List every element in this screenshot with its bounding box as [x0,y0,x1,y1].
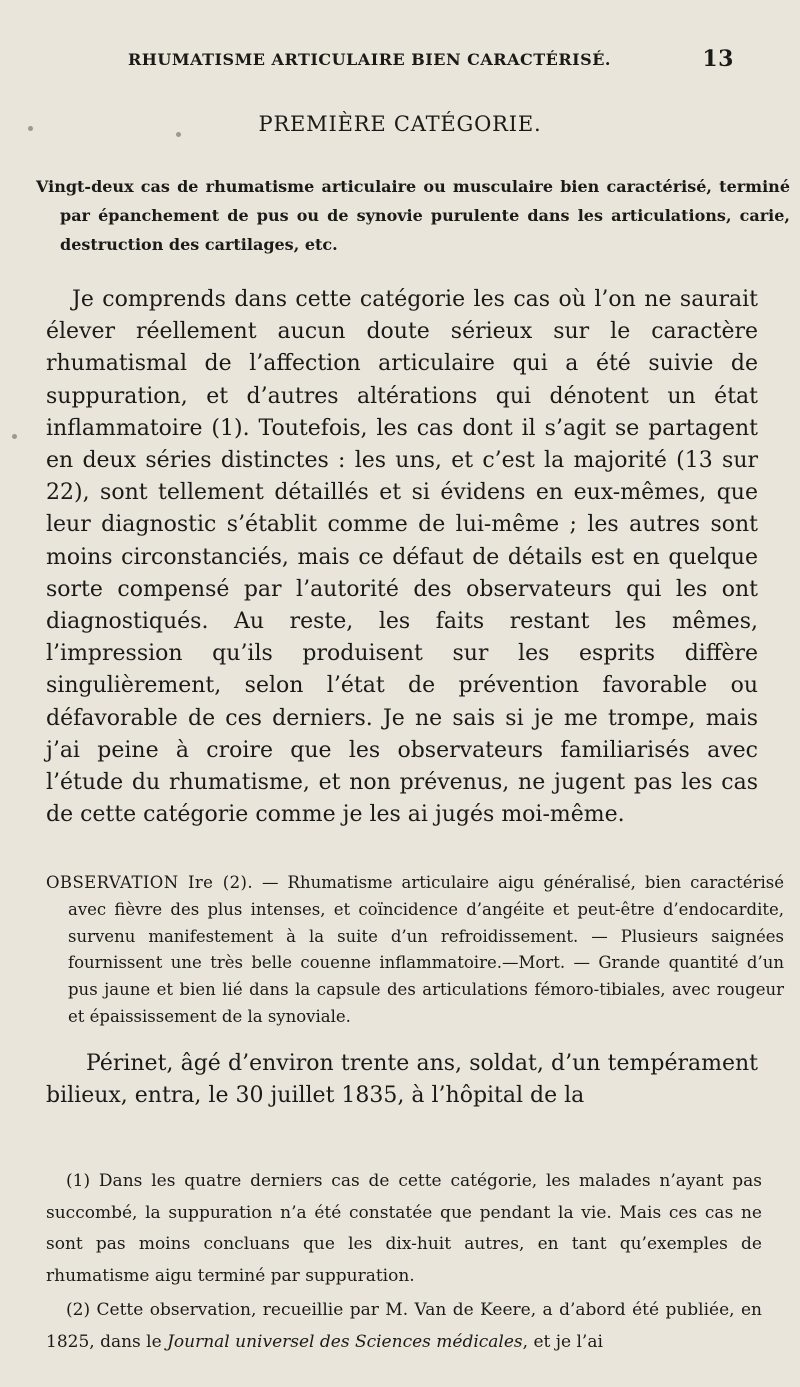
category-summary: Vingt-deux cas de rhumatisme articulaire ou musculaire bien caractérisé, terminé par épanchement de pus ou de synovie purulente dans les articulations, carie, destruction des cartilages, etc. [36,177,790,254]
running-head-title: RHUMATISME ARTICULAIRE BIEN CARACTÉRISÉ. [128,50,611,69]
section-title: PREMIÈRE CATÉGORIE. [258,112,542,136]
paper-speck [28,126,33,131]
paper-speck [12,434,17,439]
body-paragraph-2: Périnet, âgé d’environ trente ans, soldat, d’un tempérament bilieux, entra, le 30 juillet 1835, à l’hôpital de la [46,1051,758,1108]
paper-speck [176,132,181,137]
page-number: 13 [702,46,734,72]
footnote-2-journal-title: Journal universel des Sciences médicales [167,1331,523,1352]
footnote-2-text-start: (2) Cette observation, recueillie par M. Van de Keere, a d’abord été publiée, en 1825, dans le [46,1300,762,1352]
footnotes [46,1166,762,1361]
observation-header [46,870,784,1031]
footnote-2-text-end: , et je l’ai [522,1331,603,1352]
running-head [46,42,762,82]
footnote-2 [46,1295,762,1358]
observation-label: OBSERVATION Ire (2). [46,873,253,892]
body-paragraph-1: Je comprends dans cette catégorie les cas où l’on ne saurait élever réellement aucun doute sérieux sur le caractère rhumatismal de l’affection articulaire qui a été suivie de suppuration, et d’autres altérations qui dénotent un état inflammatoire (1). Toutefois, les cas dont il s’agit se partagent en deux séries distinctes : les uns, et c’est la majorité (13 sur 22), sont tellement détaillés et si évidens en eux-mêmes, que leur diagnostic s’établit comme de lui-même ; les autres sont moins circonstanciés, mais ce défaut de détails est en quelque sorte compensé par l’autorité des observateurs qui les ont diagnostiqués. Au reste, les faits restant les mêmes, l’impression qu’ils produisent sur les esprits diffère singulièrement, selon l’état de prévention favorable ou défavorable de ces derniers. Je ne sais si je me trompe, mais j’ai peine à croire que les observateurs familiarisés avec l’étude du rhumatisme, et non prévenus, ne jugent pas les cas de cette catégorie comme je les ai jugés moi-même. [46,287,758,828]
observation-summary: — Rhumatisme articulaire aigu généralisé, bien caractérisé avec fièvre des plus intenses, et coïncidence d’angéite et peut-être d’endocardite, survenu manifestement à la suite d’un refroidissement. — Plusieurs saignées fournissent une très belle couenne inflammatoire.—Mort. — Grande quantité d’un pus jaune et bien lié dans la capsule des articulations fémoro-tibiales, avec rougeur et épaississement de la synoviale. [68,873,784,1026]
footnote-1: (1) Dans les quatre derniers cas de cette catégorie, les malades n’ayant pas succombé, la suppuration n’a été constatée que pendant la vie. Mais ces cas ne sont pas moins concluans que les dix-huit autres, en tant qu’exemples de rhumatisme aigu terminé par suppuration. [46,1171,762,1286]
